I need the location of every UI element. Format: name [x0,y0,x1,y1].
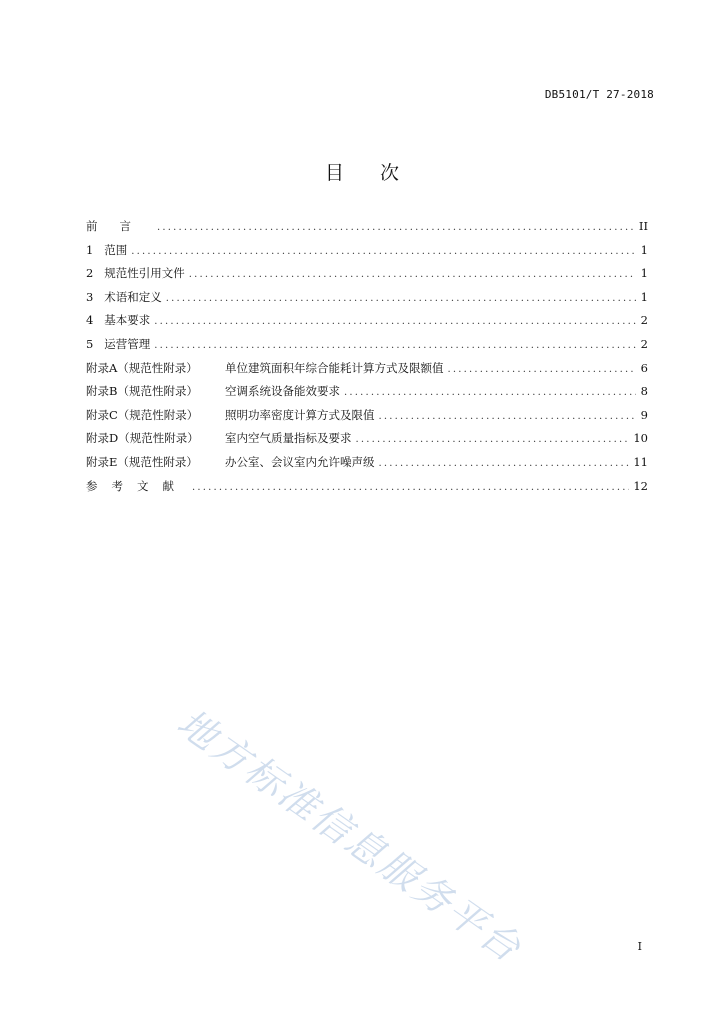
toc-entry-page: 2 [640,336,648,351]
table-of-contents [86,218,648,501]
toc-leader-dots [379,409,637,425]
toc-entry-label: 室内空气质量指标及要求 [225,431,352,446]
toc-leader-dots [154,314,636,330]
toc-entry-number: 附录A（规范性附录） [86,360,198,375]
toc-leader-dots [356,432,630,448]
toc-entry-page: 1 [640,289,648,304]
toc-entry-label: 术语和定义 [104,289,162,304]
toc-entry-page: 12 [633,478,648,493]
toc-leader-dots [344,385,636,401]
toc-entry-page: 8 [640,384,648,399]
toc-leader-dots [448,362,637,378]
toc-entry-number: 5 [86,336,94,351]
toc-entry-appendix-b[interactable] [86,383,648,407]
toc-entry-page: 10 [633,431,648,446]
toc-entry-page: 11 [633,454,648,469]
page-number: I [637,940,642,953]
toc-leader-dots [192,480,629,496]
toc-entry-label: 照明功率密度计算方式及限值 [225,407,375,422]
toc-entry-label: 办公室、会议室内允许噪声级 [225,454,375,469]
toc-leader-dots [131,244,636,260]
toc-entry-label: 单位建筑面积年综合能耗计算方式及限额值 [225,360,444,375]
toc-entry-operation-management[interactable] [86,336,648,360]
watermark: 地方标准信息服务平台 [169,700,531,972]
toc-entry-basic-requirements[interactable] [86,312,648,336]
toc-entry-number: 2 [86,266,94,281]
toc-entry-label: 基本要求 [104,313,151,328]
toc-entry-page: 1 [640,266,648,281]
toc-entry-number: 附录E（规范性附录） [86,454,198,469]
toc-entry-scope[interactable] [86,242,648,266]
toc-entry-appendix-e[interactable] [86,454,648,478]
toc-title: 目次 [324,162,435,184]
toc-entry-page: 9 [640,407,648,422]
toc-leader-dots [379,456,630,472]
toc-entry-number: 1 [86,242,94,257]
toc-entry-label: 范围 [104,242,128,257]
toc-entry-appendix-a[interactable] [86,360,648,384]
toc-entry-normative-references[interactable] [86,265,648,289]
toc-entry-appendix-d[interactable] [86,430,648,454]
toc-entry-label: 参考文献 [86,478,188,493]
toc-entry-page: 2 [640,313,648,328]
toc-entry-number: 附录C（规范性附录） [86,407,199,422]
toc-entry-label: 空调系统设备能效要求 [225,384,340,399]
document-code: DB5101/T 27-2018 [544,88,654,101]
toc-entry-number: 附录B（规范性附录） [86,384,198,399]
toc-leader-dots [154,338,636,354]
toc-leader-dots [166,291,636,307]
toc-entry-number: 附录D（规范性附录） [86,431,199,446]
toc-leader-dots [157,220,635,236]
toc-entry-page: II [638,219,648,233]
toc-entry-foreword[interactable] [86,218,648,242]
toc-leader-dots [189,267,636,283]
toc-entry-appendix-c[interactable] [86,407,648,431]
toc-entry-label: 规范性引用文件 [104,266,185,281]
toc-entry-page: 6 [640,360,648,375]
toc-entry-terms[interactable] [86,289,648,313]
toc-entry-number: 4 [86,313,94,328]
toc-entry-page: 1 [640,242,648,257]
toc-entry-label: 前言 [86,219,153,233]
toc-entry-bibliography[interactable] [86,478,648,502]
toc-entry-label: 运营管理 [104,336,151,351]
toc-entry-number: 3 [86,289,94,304]
